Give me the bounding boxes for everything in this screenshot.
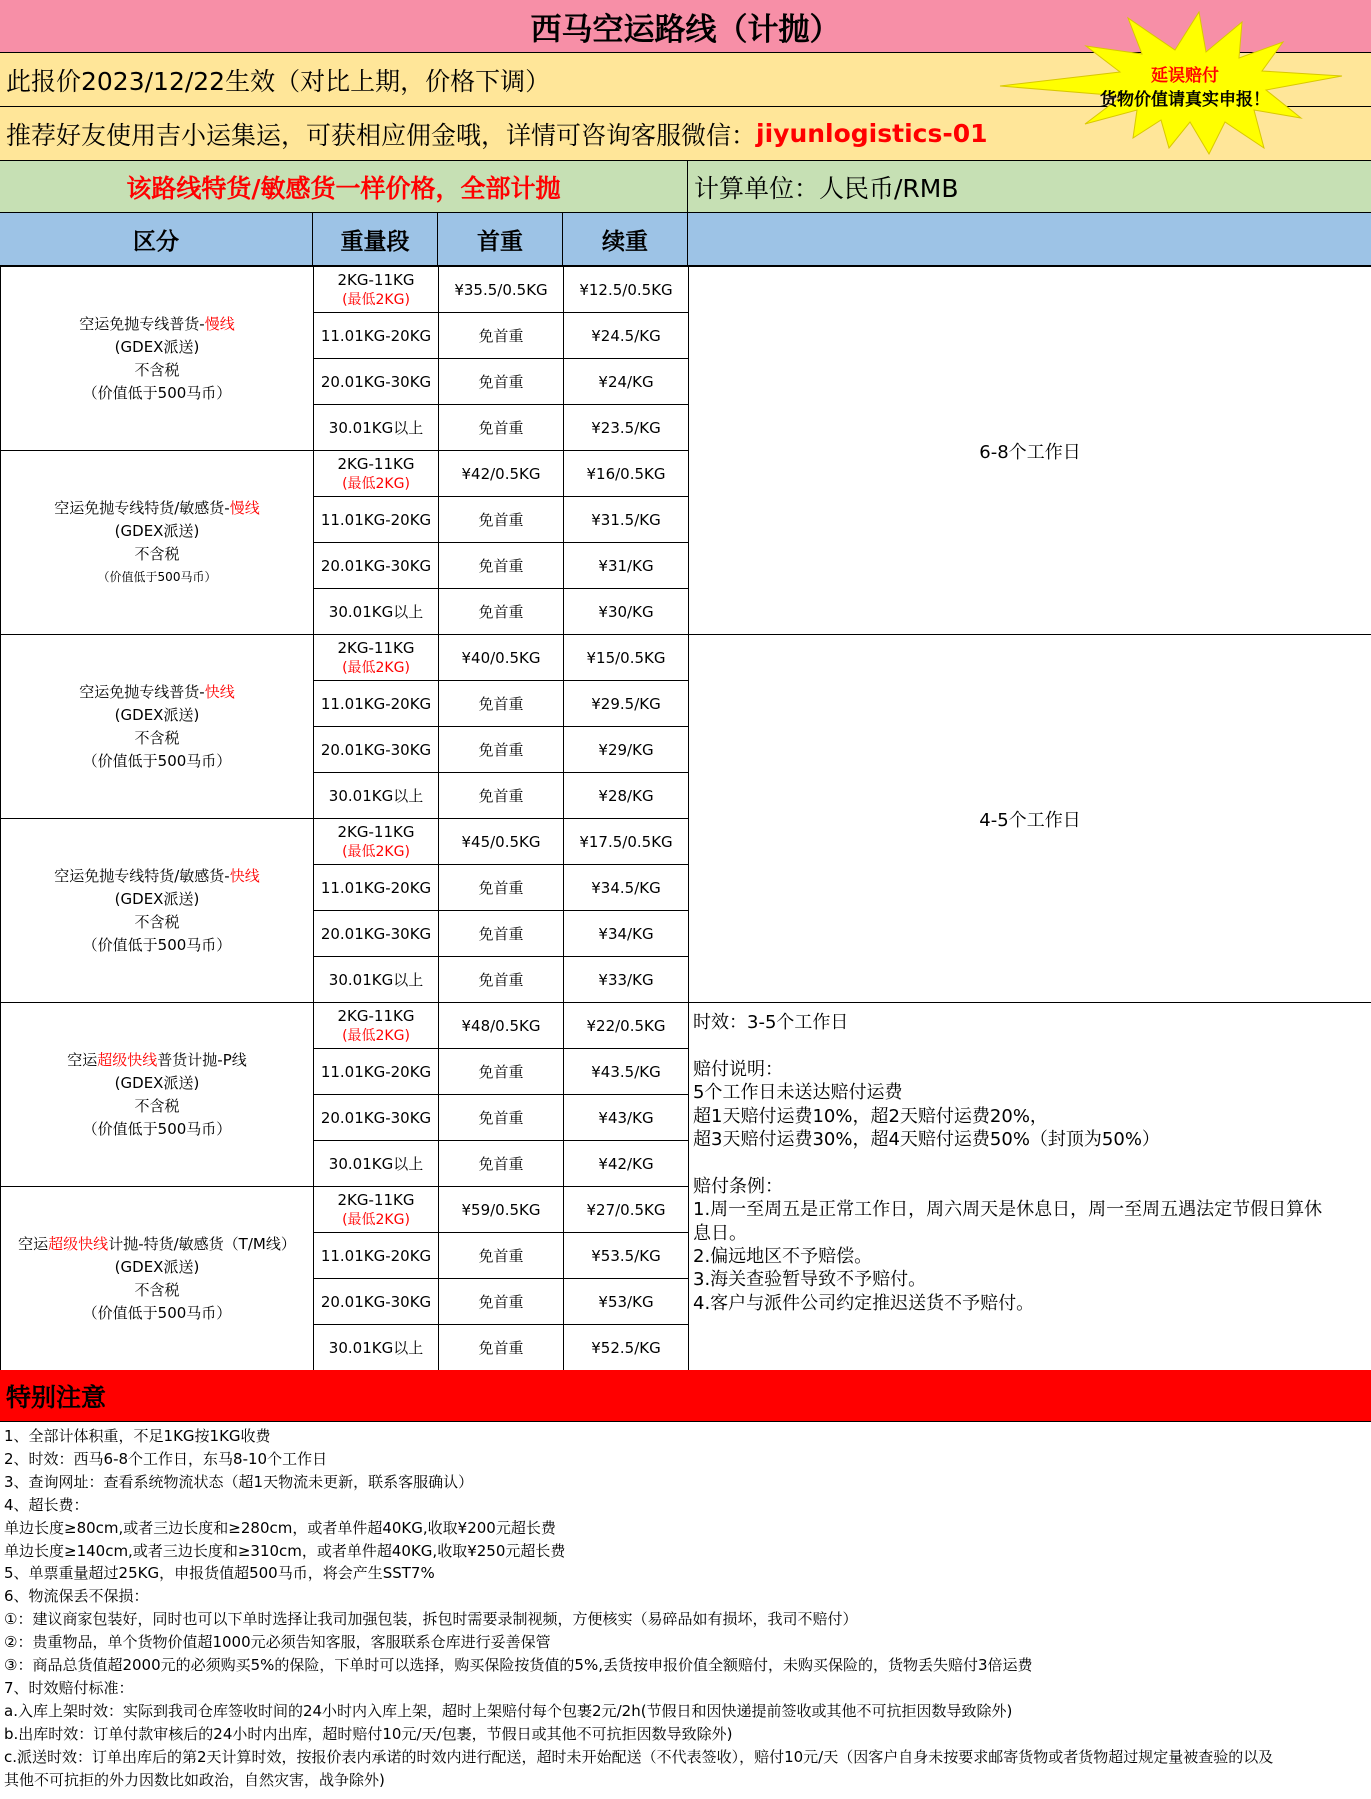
compensation-line [693, 1034, 1367, 1057]
weight-range-cell [314, 727, 439, 773]
weight-range-cell [314, 543, 439, 589]
weight-range: 30.01KG以上 [328, 1338, 424, 1357]
minimum-weight: (最低2KG) [342, 1211, 410, 1228]
first-weight-price: 免首重 [439, 1141, 564, 1187]
compensation-line: 赔付条例： [693, 1175, 783, 1197]
first-weight-price: 免首重 [439, 681, 564, 727]
special-note-line: ③：商品总货值超2000元的必须购买5%的保险，下单时可以选择，购买保险按货值的5%,丢货按申报价值全额赔付，未购买保险的，货物丢失赔付3倍运费 [4, 1656, 1033, 1675]
category-cell [1, 267, 314, 451]
special-notice-title: 特别注意 [6, 1382, 107, 1412]
additional-weight-price: ¥29.5/KG [564, 681, 689, 727]
wechat-id: jiyunlogistics-01 [756, 119, 988, 148]
special-note-line: 6、物流保丢不保损： [4, 1587, 149, 1606]
weight-range-cell [314, 773, 439, 819]
delivery-note: (GDEX派送) [114, 337, 200, 356]
tax-note: 不含税 [134, 728, 180, 747]
weight-range: 2KG-11KG [337, 822, 415, 841]
delay-compensation-label: 延误赔付 [1151, 66, 1219, 86]
tax-note: 不含税 [134, 912, 180, 931]
first-weight-price: ¥35.5/0.5KG [439, 267, 564, 313]
special-note-line: 其他不可抗拒的外力因数比如政治，自然灾害，战争除外) [4, 1770, 385, 1789]
additional-weight-price: ¥34.5/KG [564, 865, 689, 911]
weight-range: 2KG-11KG [337, 454, 415, 473]
category-name-prefix: 空运免抛专线普货- [79, 682, 205, 701]
compensation-line: 超3天赔付运费30%，超4天赔付运费50%（封顶为50%） [693, 1129, 1160, 1151]
additional-weight-price: ¥24/KG [564, 359, 689, 405]
weight-range-cell [314, 405, 439, 451]
compensation-line: 超1天赔付运费10%，超2天赔付运费20%， [693, 1105, 1048, 1127]
weight-range-cell [314, 359, 439, 405]
category-name [1, 313, 313, 336]
header-weight [313, 213, 438, 265]
special-note-line: 2、时效：西马6-8个工作日，东马8-10个工作日 [4, 1449, 328, 1468]
delivery-note: (GDEX派送) [114, 705, 200, 724]
first-weight-price: ¥59/0.5KG [439, 1187, 564, 1233]
page-title: 西马空运路线（计抛） [530, 11, 841, 48]
compensation-details [689, 1003, 1371, 1371]
additional-weight-price: ¥16/0.5KG [564, 451, 689, 497]
first-weight-price: 免首重 [439, 543, 564, 589]
compensation-line: 息日。 [693, 1222, 747, 1244]
category-cell [1, 1187, 314, 1371]
pricing-note-left [0, 161, 688, 212]
value-limit-note: （价值低于500马币） [82, 1303, 232, 1322]
category-name [1, 865, 313, 888]
slow-line-transit-time: 6-8个工作日 [689, 267, 1371, 635]
tax-note: 不含税 [134, 1280, 180, 1299]
compensation-line [693, 1151, 1367, 1174]
special-note-line: 1、全部计体积重，不足1KG按1KG收费 [4, 1427, 271, 1445]
category-cell [1, 635, 314, 819]
additional-weight-price: ¥12.5/0.5KG [564, 267, 689, 313]
additional-weight-price: ¥22/0.5KG [564, 1003, 689, 1049]
category-name [1, 681, 313, 704]
weight-range-cell [314, 313, 439, 359]
value-limit-note: （价值低于500马币） [97, 569, 217, 584]
weight-range-cell [314, 589, 439, 635]
weight-range: 11.01KG-20KG [320, 326, 432, 345]
first-weight-price: 免首重 [439, 911, 564, 957]
weight-range-cell [314, 451, 439, 497]
special-note-line: ①：建议商家包装好，同时也可以下单时选择让我司加强包装，拆包时需要录制视频，方便核实（易碎品如有损坏，我司不赔付） [4, 1610, 858, 1629]
effective-date-notice: 此报价2023/12/22生效（对比上期，价格下调） [6, 66, 551, 96]
weight-range: 20.01KG-30KG [320, 556, 432, 575]
referral-notice: 推荐好友使用吉小运集运，可获相应佣金哦，详情可咨询客服微信： [6, 120, 757, 150]
weight-range: 20.01KG-30KG [320, 372, 432, 391]
category-name-prefix: 空运 [67, 1050, 98, 1069]
weight-range: 30.01KG以上 [328, 602, 424, 621]
header-additional-weight [563, 213, 688, 265]
additional-weight-price: ¥24.5/KG [564, 313, 689, 359]
category-speed-label: 慢线 [204, 314, 235, 333]
delivery-note: (GDEX派送) [114, 521, 200, 540]
minimum-weight: (最低2KG) [342, 843, 410, 860]
tax-note: 不含税 [134, 360, 180, 379]
category-name [1, 1049, 313, 1072]
first-weight-price: 免首重 [439, 773, 564, 819]
weight-range: 11.01KG-20KG [320, 694, 432, 713]
rate-table [0, 266, 1371, 1371]
special-note-line: a.入库上架时效：实际到我司仓库签收时间的24小时内入库上架，超时上架赔付每个包裹2元/2h(节假日和因快递提前签收或其他不可抗拒因数导致除外) [4, 1701, 1013, 1720]
special-notice-header [0, 1370, 1371, 1422]
first-weight-price: 免首重 [439, 497, 564, 543]
category-name-suffix: 普货计抛-P线 [157, 1050, 247, 1069]
value-limit-note: （价值低于500马币） [82, 1119, 232, 1138]
declare-value-label: 货物价值请真实申报！ [1100, 90, 1270, 110]
value-limit-note: （价值低于500马币） [82, 383, 232, 402]
special-note-line: 3、查询网址：查看系统物流状态（超1天物流未更新，联系客服确认） [4, 1472, 474, 1491]
weight-range: 11.01KG-20KG [320, 510, 432, 529]
category-cell [1, 1003, 314, 1187]
weight-range: 2KG-11KG [337, 1190, 415, 1209]
weight-range-cell [314, 1003, 439, 1049]
first-weight-price: 免首重 [439, 405, 564, 451]
special-note-line: 7、时效赔付标准： [4, 1678, 134, 1697]
weight-range-cell [314, 911, 439, 957]
category-speed-label: 超级快线 [48, 1234, 109, 1253]
compensation-line: 时效：3-5个工作日 [693, 1012, 849, 1033]
value-limit-note: （价值低于500马币） [82, 935, 232, 954]
additional-weight-price: ¥52.5/KG [564, 1325, 689, 1371]
additional-weight-price: ¥15/0.5KG [564, 635, 689, 681]
additional-weight-price: ¥31.5/KG [564, 497, 689, 543]
weight-range: 20.01KG-30KG [320, 740, 432, 759]
special-note-line: 5、单票重量超过25KG，申报货值超500马币，将会产生SST7% [4, 1564, 435, 1583]
additional-weight-price: ¥42/KG [564, 1141, 689, 1187]
value-limit-note: （价值低于500马币） [82, 751, 232, 770]
pricing-note-right [688, 161, 1371, 212]
weight-range: 11.01KG-20KG [320, 1062, 432, 1081]
weight-range: 30.01KG以上 [328, 1154, 424, 1173]
first-weight-price: ¥45/0.5KG [439, 819, 564, 865]
weight-range: 30.01KG以上 [328, 418, 424, 437]
starburst-text [1075, 64, 1295, 112]
first-weight-price: 免首重 [439, 1233, 564, 1279]
table-row [1, 1003, 1371, 1049]
additional-weight-price: ¥27/0.5KG [564, 1187, 689, 1233]
additional-weight-price: ¥43.5/KG [564, 1049, 689, 1095]
first-weight-price: 免首重 [439, 1279, 564, 1325]
compensation-line: 5个工作日未送达赔付运费 [693, 1082, 903, 1104]
weight-range: 20.01KG-30KG [320, 924, 432, 943]
delivery-note: (GDEX派送) [114, 1257, 200, 1276]
table-row [1, 635, 1371, 681]
minimum-weight: (最低2KG) [342, 1027, 410, 1044]
category-speed-label: 慢线 [229, 498, 260, 517]
additional-weight-price: ¥34/KG [564, 911, 689, 957]
category-name-prefix: 空运免抛专线特货/敏感货- [54, 498, 230, 517]
first-weight-price: 免首重 [439, 727, 564, 773]
weight-range: 11.01KG-20KG [320, 1246, 432, 1265]
category-name [1, 497, 313, 520]
category-speed-label: 快线 [229, 866, 260, 885]
special-note-line: c.派送时效：订单出库后的第2天计算时效，按报价表内承诺的时效内进行配送，超时未开始配送（不代表签收），赔付10元/天（因客户自身未按要求邮寄货物或者货物超过规定量被查验的以及 [4, 1747, 1274, 1766]
fast-line-transit-time: 4-5个工作日 [689, 635, 1371, 1003]
category-cell [1, 451, 314, 635]
table-row [1, 267, 1371, 313]
category-name-prefix: 空运免抛专线普货- [79, 314, 205, 333]
weight-range-cell [314, 819, 439, 865]
delivery-note: (GDEX派送) [114, 889, 200, 908]
delivery-note: (GDEX派送) [114, 1073, 200, 1092]
additional-weight-price: ¥33/KG [564, 957, 689, 1003]
header-weight-label: 重量段 [340, 228, 410, 255]
weight-range: 20.01KG-30KG [320, 1292, 432, 1311]
first-weight-price: 免首重 [439, 1325, 564, 1371]
minimum-weight: (最低2KG) [342, 659, 410, 676]
weight-range-cell [314, 1325, 439, 1371]
special-note-line: b.出库时效：订单付款审核后的24小时内出库，超时赔付10元/天/包裹，节假日或其他不可抗拒因数导致除外) [4, 1724, 733, 1743]
first-weight-price: 免首重 [439, 359, 564, 405]
table-header-row [0, 213, 1371, 266]
first-weight-price: 免首重 [439, 1049, 564, 1095]
weight-range: 2KG-11KG [337, 270, 415, 289]
additional-weight-price: ¥43/KG [564, 1095, 689, 1141]
additional-weight-price: ¥53.5/KG [564, 1233, 689, 1279]
additional-weight-price: ¥17.5/0.5KG [564, 819, 689, 865]
weight-range-cell [314, 635, 439, 681]
weight-range: 11.01KG-20KG [320, 878, 432, 897]
category-cell [1, 819, 314, 1003]
header-category [0, 213, 313, 265]
category-name [1, 1233, 313, 1256]
minimum-weight: (最低2KG) [342, 291, 410, 308]
weight-range-cell [314, 865, 439, 911]
weight-range: 30.01KG以上 [328, 786, 424, 805]
first-weight-price: 免首重 [439, 313, 564, 359]
weight-range-cell [314, 1233, 439, 1279]
additional-weight-price: ¥31/KG [564, 543, 689, 589]
category-name-prefix: 空运 [18, 1234, 49, 1253]
weight-range: 20.01KG-30KG [320, 1108, 432, 1127]
compensation-line: 3.海关查验暂导致不予赔付。 [693, 1269, 927, 1291]
weight-range-cell [314, 1095, 439, 1141]
header-first-label: 首重 [477, 228, 523, 255]
header-additional-label: 续重 [602, 228, 648, 255]
additional-weight-price: ¥30/KG [564, 589, 689, 635]
category-name-suffix: 计抛-特货/敏感货（T/M线） [108, 1234, 296, 1253]
compensation-line: 2.偏远地区不予赔偿。 [693, 1246, 873, 1268]
weight-range-cell [314, 1049, 439, 1095]
first-weight-price: 免首重 [439, 865, 564, 911]
additional-weight-price: ¥29/KG [564, 727, 689, 773]
weight-range: 2KG-11KG [337, 1006, 415, 1025]
header-first-weight [438, 213, 563, 265]
tax-note: 不含税 [134, 544, 180, 563]
weight-range-cell [314, 497, 439, 543]
weight-range-cell [314, 681, 439, 727]
weight-range-cell [314, 1187, 439, 1233]
special-note-line: 单边长度≥140cm,或者三边长度和≥310cm，或者单件超40KG,收取¥250元超长费 [4, 1541, 566, 1560]
special-note-line: ②：贵重物品，单个货物价值超1000元必须告知客服，客服联系仓库进行妥善保管 [4, 1633, 551, 1652]
compensation-line: 4.客户与派件公司约定推迟送货不予赔付。 [693, 1292, 1035, 1314]
first-weight-price: ¥42/0.5KG [439, 451, 564, 497]
category-speed-label: 超级快线 [97, 1050, 158, 1069]
category-speed-label: 快线 [204, 682, 235, 701]
header-category-label: 区分 [133, 228, 179, 255]
first-weight-price: ¥40/0.5KG [439, 635, 564, 681]
weight-range-cell [314, 957, 439, 1003]
currency-unit: 计算单位：人民币/RMB [694, 173, 959, 203]
special-notes [0, 1422, 1371, 1799]
weight-range: 2KG-11KG [337, 638, 415, 657]
weight-range-cell [314, 1279, 439, 1325]
weight-range-cell [314, 1141, 439, 1187]
special-note-line: 4、超长费： [4, 1495, 89, 1514]
special-note-line: 单边长度≥80cm,或者三边长度和≥280cm，或者单件超40KG,收取¥200元超长费 [4, 1518, 556, 1537]
first-weight-price: ¥48/0.5KG [439, 1003, 564, 1049]
first-weight-price: 免首重 [439, 589, 564, 635]
same-price-notice: 该路线特货/敏感货一样价格，全部计抛 [126, 173, 561, 203]
additional-weight-price: ¥23.5/KG [564, 405, 689, 451]
first-weight-price: 免首重 [439, 1095, 564, 1141]
additional-weight-price: ¥53/KG [564, 1279, 689, 1325]
weight-range-cell [314, 267, 439, 313]
compensation-line: 1.周一至周五是正常工作日，周六周天是休息日，周一至周五遇法定节假日算休 [693, 1199, 1323, 1221]
weight-range: 30.01KG以上 [328, 970, 424, 989]
tax-note: 不含税 [134, 1096, 180, 1115]
rate-table-body [1, 267, 1371, 1371]
category-name-prefix: 空运免抛专线特货/敏感货- [54, 866, 230, 885]
pricing-note-row [0, 161, 1371, 213]
minimum-weight: (最低2KG) [342, 475, 410, 492]
additional-weight-price: ¥28/KG [564, 773, 689, 819]
first-weight-price: 免首重 [439, 957, 564, 1003]
compensation-line: 赔付说明： [693, 1058, 783, 1080]
